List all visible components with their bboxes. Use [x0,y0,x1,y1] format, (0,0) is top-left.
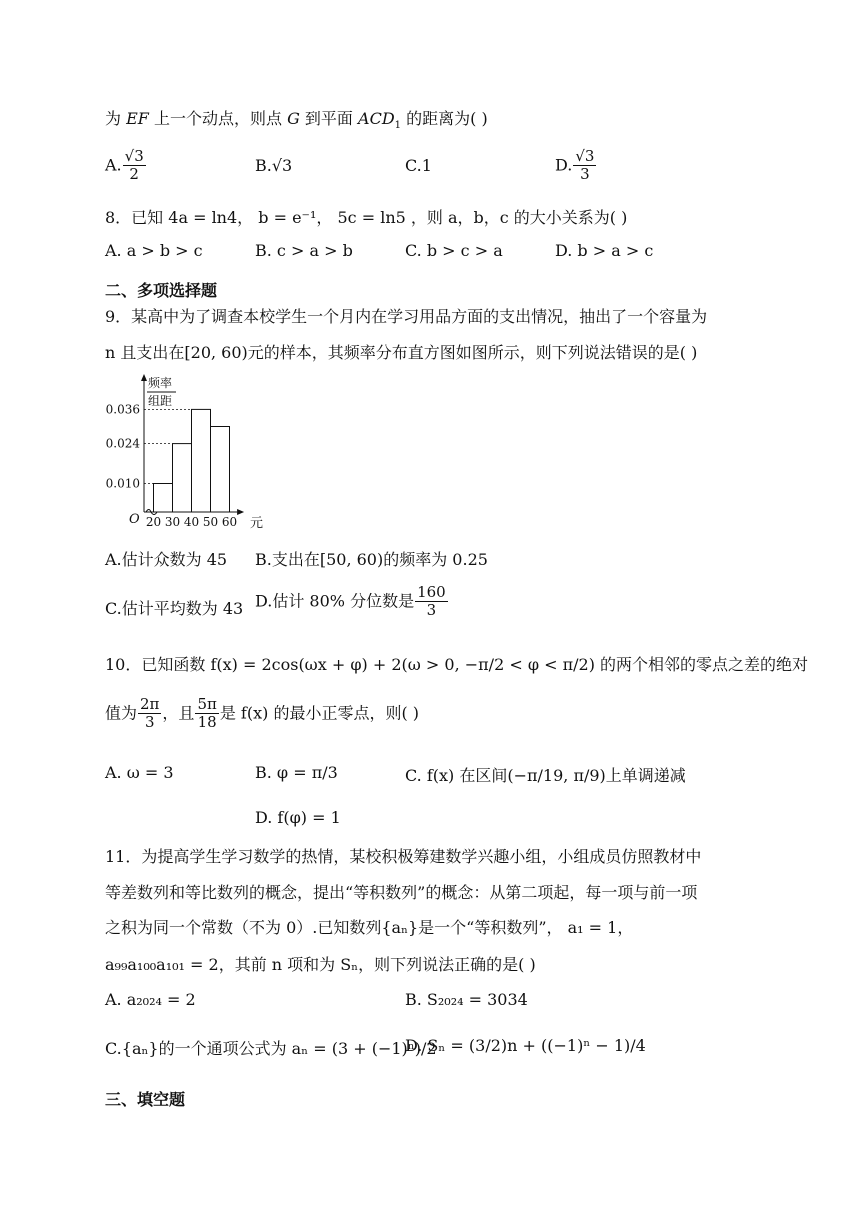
q8-option-d[interactable]: D. b > a > c [555,241,654,260]
histogram-bar [192,409,211,512]
q7-option-d[interactable]: D. $\frac{√3}{3}$ [555,147,595,184]
x-tick-label: 50 [202,515,219,529]
x-tick-label: 60 [221,515,238,529]
q8-option-a[interactable]: A. a > b > c [105,241,203,260]
q11-option-d[interactable]: D. Sₙ = (3/2)n + ((−1)ⁿ − 1)/4 [405,1036,646,1055]
histogram-ylabel-top: 频率 [148,376,173,390]
q9-option-d[interactable]: D.估计 80% 分位数是 $\frac{160}{3}$ [255,583,446,620]
q11-option-c[interactable]: C.{aₙ}的一个通项公式为 aₙ = (3 + (−1)ⁿ)/2 [105,1039,437,1058]
q11-stem-line3: 之积为同一个常数（不为 0）.已知数列{aₙ}是一个“等积数列”， a₁ = 1， [105,918,634,937]
q11-stem-line1: 11．为提高学生学习数学的热情，某校积极筹建数学兴趣小组，小组成员仿照教材中 [105,847,702,866]
q7-option-b[interactable]: B.√3 [255,156,293,175]
q9-option-a[interactable]: A.估计众数为 45 [105,550,228,569]
y-tick-label: 0.024 [105,436,140,451]
q10-option-b[interactable]: B. φ = π/3 [255,763,338,782]
q9-stem-line1: 9．某高中为了调查本校学生一个月内在学习用品方面的支出情况，抽出了一个容量为 [105,307,708,326]
q10-option-d[interactable]: D. f(φ) = 1 [255,808,341,827]
y-axis-arrow [141,374,147,381]
q7-option-a[interactable]: A. $\frac{√3}{2}$ [105,147,144,184]
q10-stem-line2: 值为 $\frac{2\pi}{3}$ ，且 $\frac{5\pi}{18}$ 是 f(x) 的最小正零点，则( ) [105,695,420,732]
q11-option-a[interactable]: A. a₂₀₂₄ = 2 [105,990,196,1009]
histogram-bar [154,484,173,513]
y-tick-label: 0.010 [105,476,140,491]
histogram-origin: O [129,512,140,527]
x-tick-label: 30 [164,515,181,529]
q10-option-c[interactable]: C. f(x) 在区间(−π/19, π/9)上单调递减 [405,766,686,785]
x-axis-arrow [237,509,244,515]
section-heading-multiple-choice: 二、多项选择题 [105,281,218,300]
x-tick-label: 20 [145,515,162,529]
histogram-xlabel: 元 [250,516,264,531]
q11-option-b[interactable]: B. S₂₀₂₄ = 3034 [405,990,528,1009]
q11-stem-line2: 等差数列和等比数列的概念，提出“等积数列”的概念：从第二项起，每一项与前一项 [105,883,698,902]
q9-option-b[interactable]: B.支出在[50, 60)的频率为 0.25 [255,550,488,569]
section-heading-fill-in: 三、填空题 [105,1090,186,1109]
q7-option-c[interactable]: C.1 [405,156,432,175]
q9-stem-line2: n 且支出在[20, 60)元的样本，其频率分布直方图如图所示，则下列说法错误的是( ) [105,343,698,362]
q8-option-c[interactable]: C. b > c > a [405,241,503,260]
q11-stem-line4: a₉₉a₁₀₀a₁₀₁ = 2，其前 n 项和为 Sₙ，则下列说法正确的是( ) [105,955,536,974]
frequency-histogram [100,373,270,533]
histogram-ylabel-bottom: 组距 [148,394,173,408]
histogram-bar [211,427,230,513]
q9-option-c[interactable]: C.估计平均数为 43 [105,599,244,618]
q8-option-b[interactable]: B. c > a > b [255,241,353,260]
x-tick-label: 40 [183,515,200,529]
histogram-bar [173,444,192,512]
q10-option-a[interactable]: A. ω = 3 [105,763,174,782]
q10-stem-line1: 10．已知函数 f(x) = 2cos(ωx + φ) + 2(ω > 0, −π/2 < φ < π/2) 的两个相邻的零点之差的绝对 [105,655,809,674]
y-tick-label: 0.036 [105,402,140,417]
q8-stem: 8．已知 4a = ln4， b = e⁻¹， 5c = ln5 ，则 a，b，c 的大小关系为( ) [105,208,628,227]
q7-stem-tail: 为 EF 上一个动点，则点 G 到平面 $ACD_1$ 的距离为( ) [105,109,488,131]
